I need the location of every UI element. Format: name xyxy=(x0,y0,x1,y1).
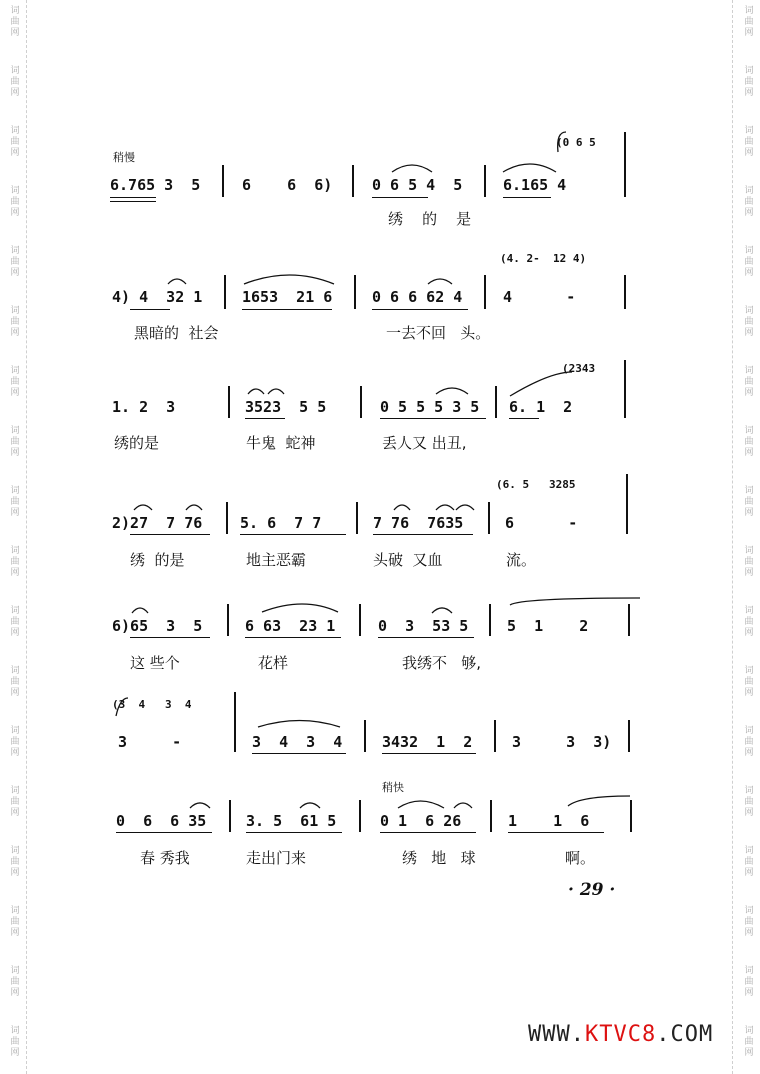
watermark-text: 词 曲 网 xyxy=(744,666,754,698)
barline xyxy=(484,275,486,309)
slur xyxy=(436,388,468,394)
notes-r7-m1: 0 6 6 35 xyxy=(116,812,207,830)
slur xyxy=(244,275,334,284)
barline xyxy=(359,604,361,636)
watermark-text: 词 曲 网 xyxy=(744,786,754,818)
slur xyxy=(268,389,284,394)
notes-r2-m2: 1653 21 6 xyxy=(242,288,333,306)
lyrics-r2-m1: 黑暗的 社会 xyxy=(134,324,219,342)
watermark-text: 词 曲 网 xyxy=(744,846,754,878)
watermark-text: 词 曲 网 xyxy=(10,786,20,818)
barline xyxy=(227,604,229,636)
lyrics-r7-m1: 春 秀我 xyxy=(140,849,190,867)
watermark-text: 词 曲 网 xyxy=(744,306,754,338)
beat-underline xyxy=(245,418,285,419)
lyrics-r1-m3: 绣 的 是 xyxy=(388,210,472,228)
lyrics-r4-m3: 头破 又血 xyxy=(373,551,443,569)
notes-r1-m4: 6.165 4 xyxy=(503,176,567,194)
lyrics-r5-m2: 花样 xyxy=(258,654,289,672)
watermark-text: 词 曲 网 xyxy=(10,1026,20,1058)
watermark-text: 词 曲 网 xyxy=(744,966,754,998)
slur xyxy=(436,505,454,510)
website-link[interactable] xyxy=(528,1022,713,1047)
beat-underline xyxy=(372,197,428,198)
watermark-text: 词 曲 网 xyxy=(10,246,20,278)
watermark-text: 词 曲 网 xyxy=(10,366,20,398)
watermark-text: 词 曲 网 xyxy=(10,66,20,98)
notes-r3-m4: 6. 1 2 xyxy=(509,398,573,416)
beat-underline xyxy=(242,309,332,310)
watermark-text: 词 曲 网 xyxy=(10,6,20,38)
lyrics-r4-m1: 绣 的是 xyxy=(130,551,185,569)
notes-r2-m4: 4 - xyxy=(503,288,576,306)
slur xyxy=(503,164,556,172)
slur xyxy=(428,279,452,284)
barline xyxy=(489,604,491,636)
watermark-text: 词 曲 网 xyxy=(10,726,20,758)
barline xyxy=(630,800,632,832)
website-suffix: .COM xyxy=(656,1022,714,1047)
barline xyxy=(360,386,362,418)
barline xyxy=(628,720,630,752)
beat-underline xyxy=(116,832,212,833)
slur xyxy=(132,608,148,613)
beat-underline xyxy=(130,309,170,310)
notes-r3-m1: 1. 2 3 xyxy=(112,398,176,416)
slur xyxy=(394,505,410,510)
slur xyxy=(392,165,432,172)
notes-r5-m2: 6 63 23 1 xyxy=(245,617,336,635)
slur xyxy=(248,389,264,394)
notes-r2-m1: 4) 4 32 1 xyxy=(112,288,203,306)
slur xyxy=(398,801,444,808)
barline xyxy=(488,502,490,534)
lyrics-r7-m2: 走出门来 xyxy=(246,849,307,867)
lyrics-r3-m1: 绣的是 xyxy=(114,434,160,452)
notes-r7-m4: 1 1 6 xyxy=(508,812,590,830)
barline xyxy=(628,604,630,636)
watermark-text: 词 曲 网 xyxy=(10,666,20,698)
intro-row4: (6. 5 3285 xyxy=(496,478,576,491)
barline xyxy=(354,275,356,309)
barline xyxy=(495,386,497,418)
barline xyxy=(224,275,226,309)
beat-underline xyxy=(378,637,474,638)
lyrics-r7-m3: 绣 地 球 xyxy=(402,849,476,867)
notes-r7-m2: 3. 5 61 5 xyxy=(246,812,337,830)
lyrics-r3-m2: 牛鬼 蛇神 xyxy=(246,434,316,452)
beat-underline xyxy=(245,637,341,638)
beat-underline xyxy=(110,197,156,198)
notes-r3-m2: 3523 5 5 xyxy=(245,398,327,416)
beat-underline xyxy=(373,534,473,535)
notes-r2-m3: 0 6 6 62 4 xyxy=(372,288,463,306)
watermark-text: 词 曲 网 xyxy=(744,126,754,158)
watermark-text: 词 曲 网 xyxy=(744,906,754,938)
barline xyxy=(352,165,354,197)
tempo-mark-slow: 稍慢 xyxy=(113,151,135,164)
notes-r4-m4: 6 - xyxy=(505,514,578,532)
watermark-text: 词 曲 网 xyxy=(744,486,754,518)
notes-r6-m2: 3 4 3 4 xyxy=(252,733,343,751)
intro-row2: (4. 2- 12 4) xyxy=(500,252,587,265)
beat-underline xyxy=(382,753,476,754)
barline xyxy=(356,502,358,534)
slur xyxy=(510,372,572,396)
watermark-text: 词 曲 网 xyxy=(10,426,20,458)
lyrics-r2-m3: 一去不回 头。 xyxy=(386,324,491,342)
watermark-text: 词 曲 网 xyxy=(10,966,20,998)
beat-underline xyxy=(130,637,210,638)
slur xyxy=(258,721,340,728)
barline xyxy=(624,360,626,418)
notes-r7-m3: 0 1 6 26 xyxy=(380,812,462,830)
page-number: · 29 · xyxy=(568,880,616,900)
watermark-text: 词 曲 网 xyxy=(10,186,20,218)
lyrics-r7-m4: 啊。 xyxy=(565,849,596,867)
slur xyxy=(262,604,338,612)
watermark-text: 词 曲 网 xyxy=(10,846,20,878)
barline xyxy=(494,720,496,752)
slur xyxy=(456,505,474,510)
watermark-text: 词 曲 网 xyxy=(744,66,754,98)
beat-underline xyxy=(246,832,342,833)
website-prefix: WWW. xyxy=(528,1022,585,1047)
lyrics-r4-m4: 流。 xyxy=(506,551,537,569)
slur xyxy=(454,803,472,808)
notes-r5-m1: 6)65 3 5 xyxy=(112,617,203,635)
notes-r4-m1: 2)27 7 76 xyxy=(112,514,203,532)
slur xyxy=(134,505,152,510)
beat-underline xyxy=(252,753,346,754)
watermark-text: 词 曲 网 xyxy=(744,246,754,278)
barline xyxy=(226,502,228,534)
watermark-text: 词 曲 网 xyxy=(10,306,20,338)
barline xyxy=(624,132,626,197)
barline xyxy=(484,165,486,197)
lyrics-r5-m1: 这 些个 xyxy=(130,654,180,672)
watermark-text: 词 曲 网 xyxy=(744,426,754,458)
watermark-text: 词 曲 网 xyxy=(744,546,754,578)
slur xyxy=(190,803,210,808)
notes-r3-m3: 0 5 5 5 3 5 xyxy=(380,398,480,416)
notes-r6-m3: 3432 1 2 xyxy=(382,733,473,751)
slur xyxy=(300,803,320,808)
watermark-text: 词 曲 网 xyxy=(10,606,20,638)
watermark-text: 词 曲 网 xyxy=(10,126,20,158)
watermark-text: 词 曲 网 xyxy=(744,6,754,38)
barline xyxy=(228,386,230,418)
website-brand: KTVC8 xyxy=(584,1022,657,1047)
slur xyxy=(432,608,452,613)
barline xyxy=(359,800,361,832)
barline xyxy=(626,474,628,534)
beat-underline xyxy=(130,534,210,535)
notes-r5-m4: 5 1 2 xyxy=(507,617,589,635)
slur xyxy=(186,505,202,510)
beat-underline xyxy=(110,201,156,202)
intro-row1: (0 6 5 xyxy=(556,136,596,149)
watermark-text: 词 曲 网 xyxy=(10,546,20,578)
beat-underline xyxy=(380,832,476,833)
notes-r6-m4: 3 3 3) xyxy=(512,733,612,751)
intro-row3: (2343 xyxy=(562,362,596,375)
lyrics-r5-m3: 我绣不 够, xyxy=(402,654,482,672)
barline xyxy=(624,275,626,309)
beat-underline xyxy=(503,197,551,198)
lyrics-r4-m2: 地主恶霸 xyxy=(246,551,307,569)
watermark-text: 词 曲 网 xyxy=(744,366,754,398)
barline xyxy=(234,692,236,752)
intro-row6: (3 4 3 4 xyxy=(112,698,192,711)
barline xyxy=(229,800,231,832)
notes-r6-m1: 3 - xyxy=(118,733,182,751)
notes-r1-m3: 0 6 5 4 5 xyxy=(372,176,463,194)
beat-underline xyxy=(240,534,346,535)
watermark-text: 词 曲 网 xyxy=(744,1026,754,1058)
watermark-text: 词 曲 网 xyxy=(744,726,754,758)
notes-r1-m2: 6 6 6) xyxy=(242,176,333,194)
notes-r5-m3: 0 3 53 5 xyxy=(378,617,469,635)
beat-underline xyxy=(509,418,539,419)
lyrics-r3-m3: 丢人又 出丑, xyxy=(382,434,467,452)
watermark-text: 词 曲 网 xyxy=(10,906,20,938)
notes-r4-m3: 7 76 7635 xyxy=(373,514,464,532)
slur xyxy=(168,279,186,284)
notes-r1-m1: 6.765 3 5 xyxy=(110,176,201,194)
beat-underline xyxy=(372,309,468,310)
tempo-mark-fast: 稍快 xyxy=(382,781,404,794)
slur xyxy=(510,598,640,605)
notes-r4-m2: 5. 6 7 7 xyxy=(240,514,322,532)
watermark-text: 词 曲 网 xyxy=(744,606,754,638)
beat-underline xyxy=(508,832,604,833)
slur xyxy=(568,796,630,806)
beat-underline xyxy=(380,418,486,419)
watermark-text: 词 曲 网 xyxy=(744,186,754,218)
barline xyxy=(364,720,366,752)
watermark-text: 词 曲 网 xyxy=(10,486,20,518)
barline xyxy=(490,800,492,832)
barline xyxy=(222,165,224,197)
